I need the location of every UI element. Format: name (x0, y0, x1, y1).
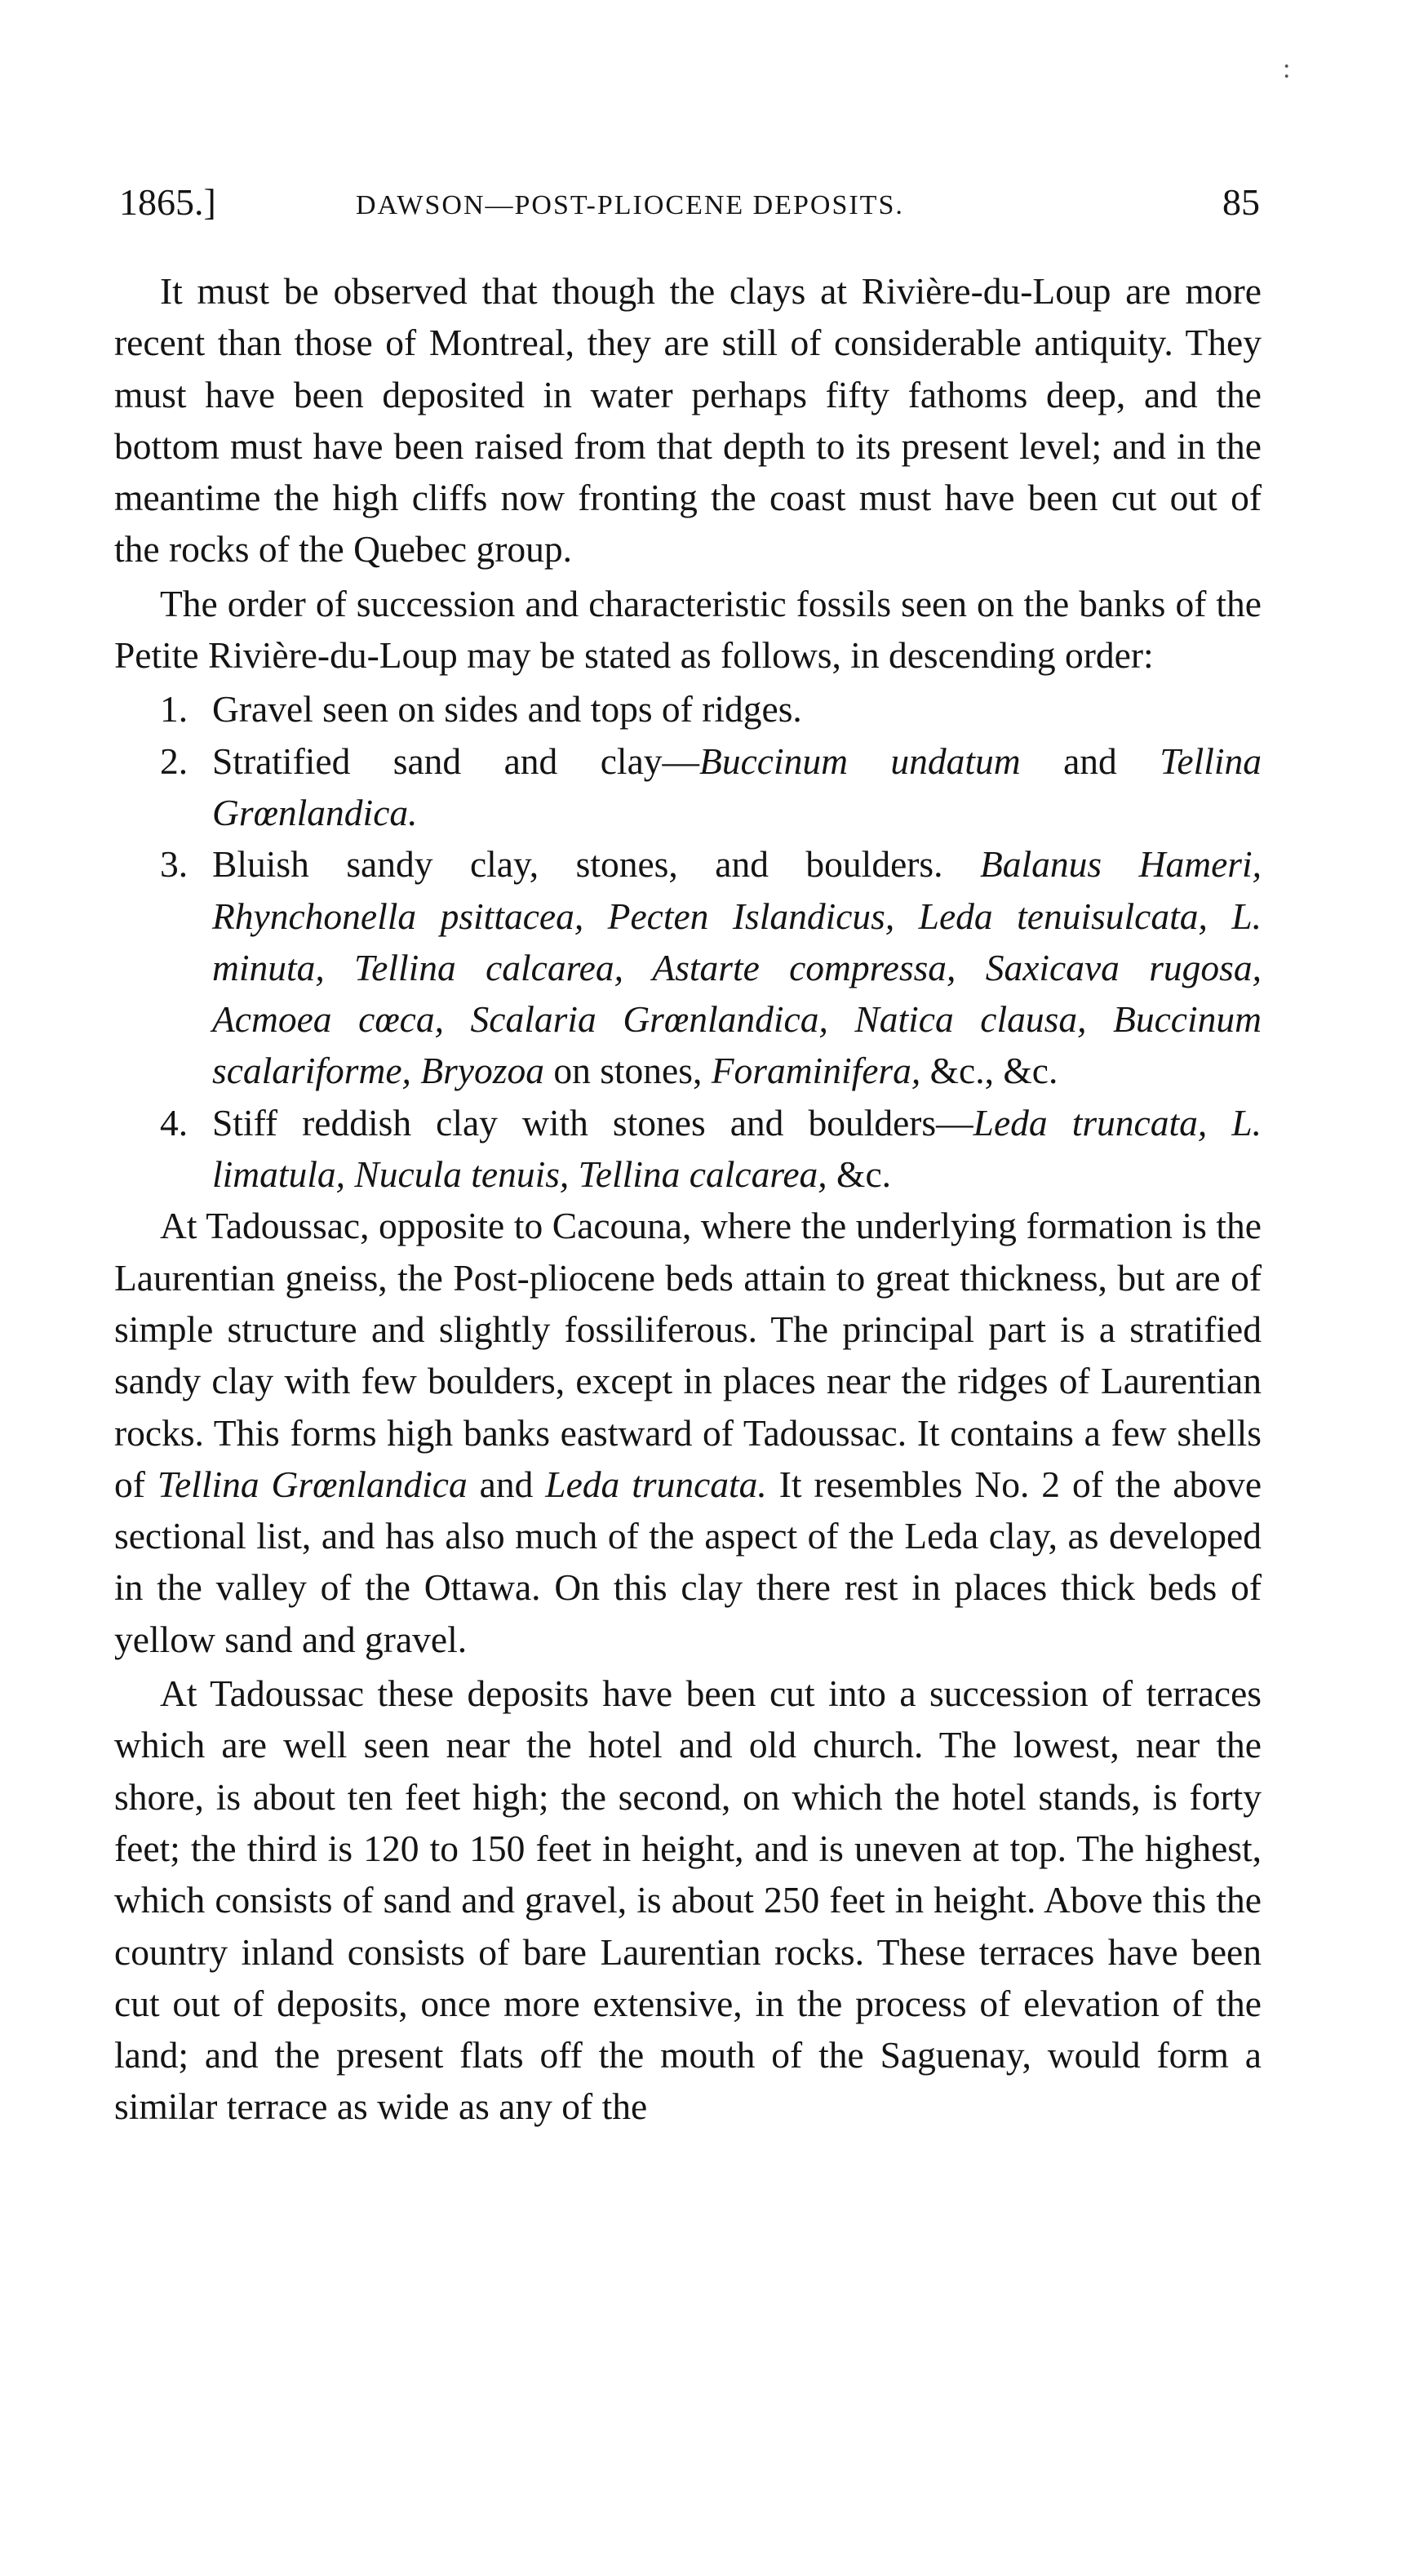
list-item-number: 1. (160, 688, 188, 731)
list-item-text: &c., &c. (920, 1050, 1058, 1092)
list-item-text: &c. (827, 1153, 892, 1196)
species-name: Tellina Grœnlandica (157, 1463, 468, 1505)
list-item-text: on stones, (543, 1050, 712, 1092)
paragraph-text: At Tadoussac, opposite to Cacouna, where the underlying formation is the Laurentian gneiss, the Post-pliocene beds attain to great thickness, but are of simple structure and slightly fossiliferous. The principal part is a stratified sandy clay with few boulders, except in places near the ridges of Laurentian rocks. This forms high banks eastward of Tadoussac. It contains a few shells of (114, 1205, 1262, 1505)
margin-mark: : (1283, 54, 1291, 84)
species-name: Buccinum undatum (699, 739, 1021, 782)
paragraph-text: and (467, 1463, 546, 1505)
running-header (119, 178, 1260, 227)
species-name: Tellina Grœnlandica. (212, 739, 1262, 833)
list-item-number: 3. (160, 843, 188, 886)
running-title: DAWSON—POST-PLIOCENE DEPOSITS. (356, 190, 904, 220)
paragraph-clays-antiquity: It must be observed that though the clays at Rivière-du-Loup are more recent than those of Montreal, they are still of considerable antiquity. They must have been deposited in water perhaps fifty fathoms deep, and the bottom must have been raised from that depth to its present level; and in the meantime the high cliffs now fronting the coast must have been cut out of the rocks of the Quebec group. (114, 270, 1262, 571)
list-item-number: 2. (160, 739, 188, 782)
header-year: 1865.] (119, 181, 216, 223)
paragraph-tadoussac-terraces: At Tadoussac these deposits have been cut into a succession of terraces which are well seen near the hotel and old church. The lowest, near the shore, is about ten feet high; the second, on which the hotel stands, is forty feet; the third is 120 to 150 feet in height, and is uneven at top. The highest, which consists of sand and gravel, is about 250 feet in height. Above this the country inland consists of bare Laurentian rocks. These terraces have been cut out of deposits, once more extensive, in the process of elevation of the land; and the present flats off the mouth of the Saguenay, would form a similar terrace as wide as any of the (114, 1672, 1262, 2128)
paragraph-text: It resembles No. 2 of the above sectional list, and has also much of the aspect of the Leda clay, as developed in the valley of the Ottawa. On this clay there rest in places thick beds of yellow sand and gravel. (114, 1463, 1262, 1660)
list-item (114, 1097, 1262, 1201)
list-item-text: Gravel seen on sides and tops of ridges. (212, 688, 802, 731)
list-item (114, 838, 1262, 1096)
species-name: Leda truncata. (545, 1463, 767, 1505)
list-item (114, 735, 1262, 839)
paragraph-order-of-succession: The order of succession and characteristic fossils seen on the banks of the Petite Rivière-du-Loup may be stated as follows, in descending order: (114, 582, 1262, 677)
species-name: Foraminifera, (711, 1050, 921, 1092)
list-item-text: Bluish sandy clay, stones, and boulders. (212, 843, 980, 886)
fossil-section-list (114, 683, 1262, 1200)
page-number: 85 (1222, 181, 1260, 223)
list-item-number: 4. (160, 1101, 188, 1144)
body-text (114, 265, 1262, 2135)
list-item-text: Stratified sand and clay— (212, 739, 700, 782)
list-item (114, 683, 1262, 735)
paragraph-tadoussac-formation (114, 1200, 1262, 1665)
species-list: Leda truncata, L. limatula, Nucula tenuis, Tellina calcarea, (212, 1101, 1262, 1196)
list-item-text: Stiff reddish clay with stones and boulders— (212, 1101, 973, 1144)
species-list: Balanus Hameri, Rhynchonella psittacea, Pecten Islandicus, Leda tenuisulcata, L. minuta, Tellina calcarea, Astarte compressa, Saxicava rugosa, Acmoea cœca, Scalaria Grœnlandica, Natica clausa, Buccinum scalariforme, Bryozoa (212, 843, 1262, 1092)
list-item-text: and (1020, 739, 1160, 782)
